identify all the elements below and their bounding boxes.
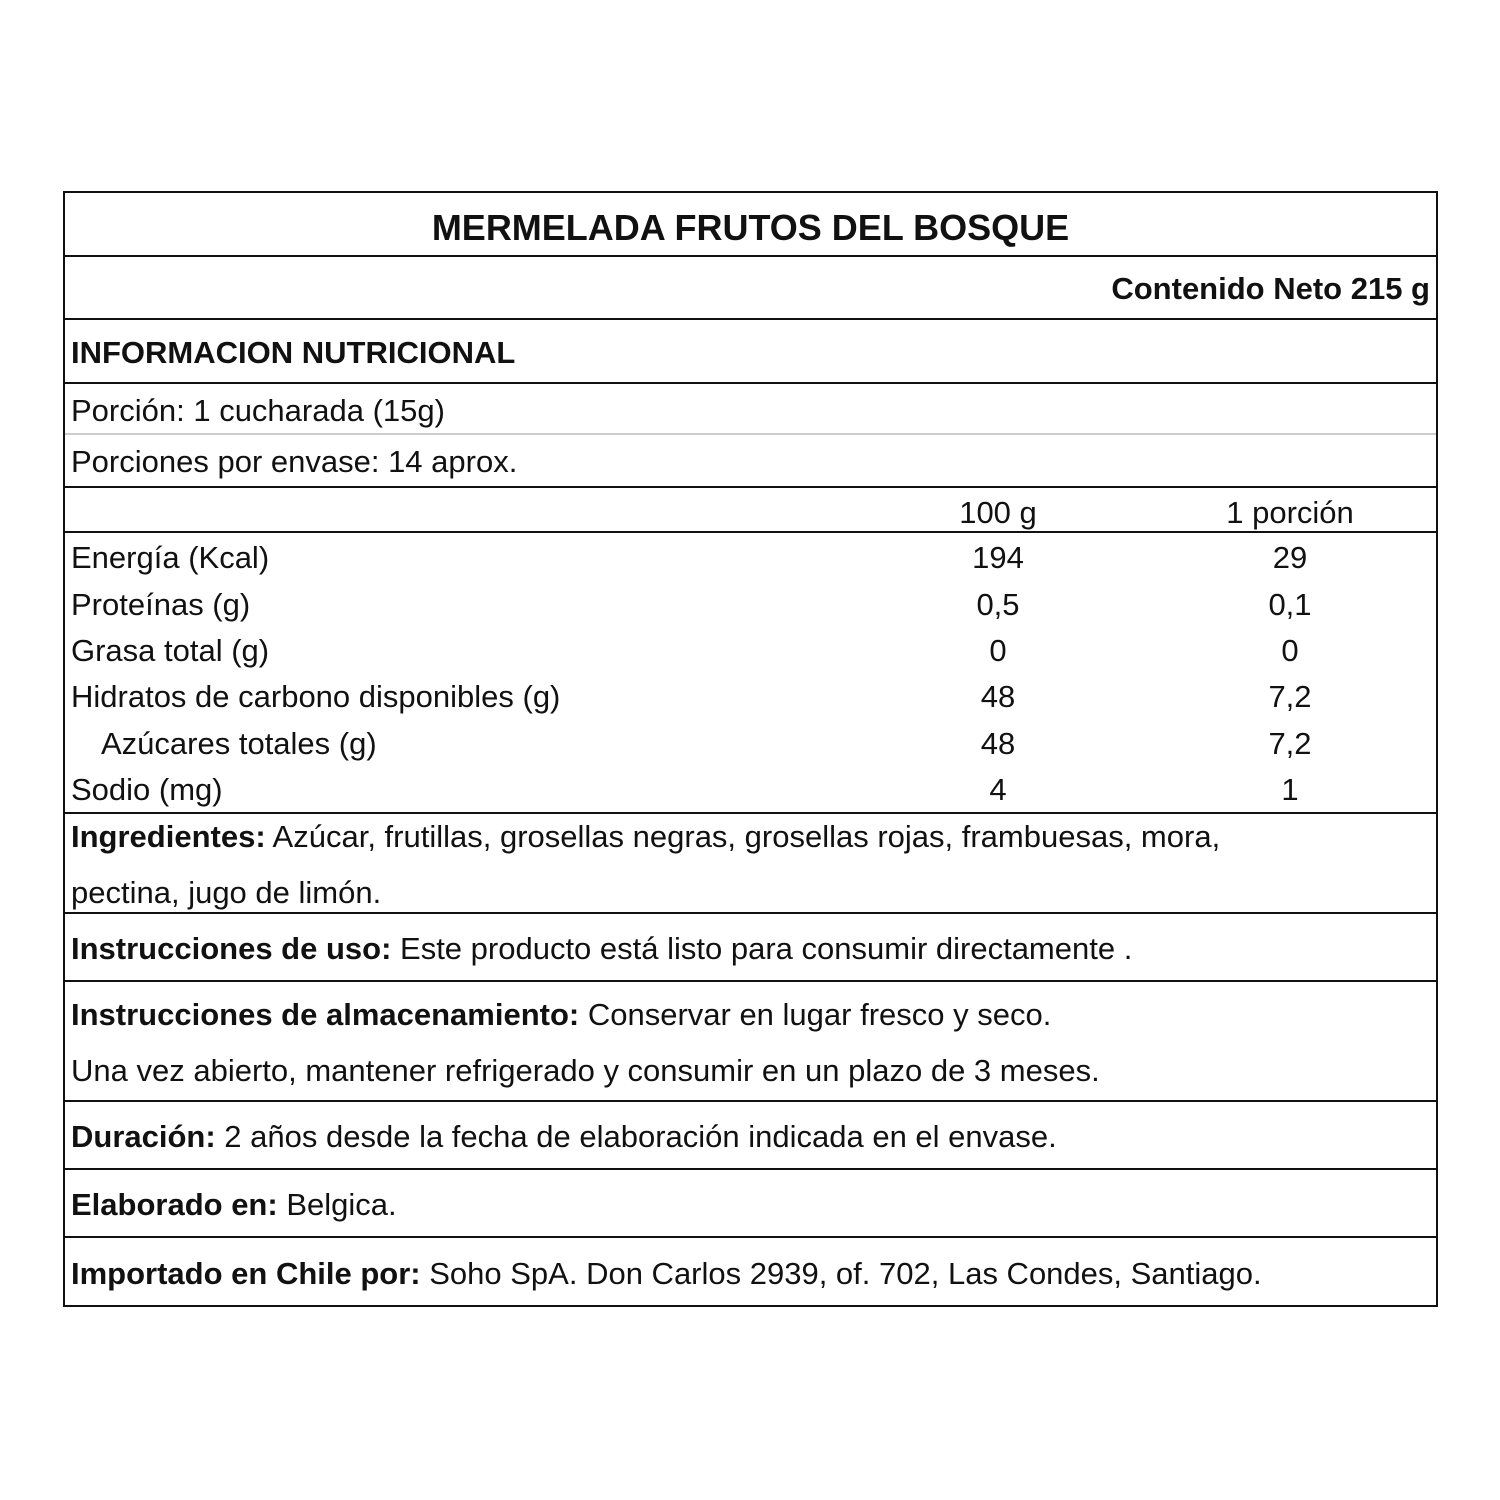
ingredients	[71, 821, 1220, 852]
divider	[65, 1236, 1436, 1238]
storage-instructions	[71, 999, 1051, 1030]
divider	[65, 486, 1436, 488]
importer-text: Soho SpA. Don Carlos 2939, of. 702, Las Condes, Santiago.	[420, 1256, 1262, 1291]
ingredients-text: Azúcar, frutillas, grosellas negras, grosellas rojas, frambuesas, mora,	[265, 819, 1221, 854]
nutrient-per100: 0	[989, 633, 1007, 668]
usage-text: Este producto está listo para consumir directamente .	[391, 931, 1133, 966]
usage-instructions	[71, 933, 1132, 964]
nutrient-per100: 48	[980, 679, 1016, 714]
nutrition-label	[63, 191, 1438, 1307]
origin	[71, 1189, 397, 1220]
divider	[65, 318, 1436, 320]
importer-label: Importado en Chile por:	[71, 1256, 421, 1291]
divider	[65, 433, 1436, 435]
nutrient-per-portion: 1	[1281, 772, 1299, 807]
nutrient-per-portion: 0,1	[1268, 587, 1312, 622]
duration-text: 2 años desde la fecha de elaboración indicada en el envase.	[215, 1119, 1057, 1154]
net-content: Contenido Neto 215 g	[1111, 271, 1430, 306]
divider	[65, 1168, 1436, 1170]
usage-label: Instrucciones de uso:	[71, 931, 392, 966]
divider	[65, 531, 1436, 533]
storage-label: Instrucciones de almacenamiento:	[71, 997, 580, 1032]
nutrient-name: Grasa total (g)	[71, 633, 270, 668]
origin-text: Belgica.	[277, 1187, 397, 1222]
product-title: MERMELADA FRUTOS DEL BOSQUE	[431, 207, 1070, 248]
nutrient-per-portion: 29	[1272, 540, 1308, 575]
nutrient-name: Hidratos de carbono disponibles (g)	[71, 679, 561, 714]
origin-label: Elaborado en:	[71, 1187, 278, 1222]
nutrient-name: Energía (Kcal)	[71, 540, 270, 575]
importer	[71, 1258, 1262, 1289]
divider	[65, 980, 1436, 982]
divider	[65, 255, 1436, 257]
divider	[65, 1100, 1436, 1102]
divider	[65, 912, 1436, 914]
nutrient-per100: 194	[972, 540, 1024, 575]
nutrient-name: Proteínas (g)	[71, 587, 251, 622]
nutrient-per100: 4	[989, 772, 1007, 807]
ingredients-label: Ingredientes:	[71, 819, 266, 854]
duration	[71, 1121, 1057, 1152]
nutrient-name: Azúcares totales (g)	[101, 726, 377, 761]
nutrient-per-portion: 7,2	[1268, 726, 1312, 761]
portion-size: Porción: 1 cucharada (15g)	[71, 393, 445, 428]
nutrient-per-portion: 7,2	[1268, 679, 1312, 714]
section-title: INFORMACION NUTRICIONAL	[71, 335, 516, 370]
storage-text-line2: Una vez abierto, mantener refrigerado y consumir en un plazo de 3 meses.	[71, 1053, 1100, 1088]
column-header-portion: 1 porción	[1226, 495, 1354, 530]
storage-text: Conservar en lugar fresco y seco.	[579, 997, 1052, 1032]
nutrient-per-portion: 0	[1281, 633, 1299, 668]
portions-per-container: Porciones por envase: 14 aprox.	[71, 444, 518, 479]
nutrient-per100: 0,5	[976, 587, 1020, 622]
divider	[65, 382, 1436, 384]
nutrient-name: Sodio (mg)	[71, 772, 223, 807]
nutrient-per100: 48	[980, 726, 1016, 761]
duration-label: Duración:	[71, 1119, 216, 1154]
column-header-100g: 100 g	[959, 495, 1037, 530]
divider	[65, 812, 1436, 814]
ingredients-text-line2: pectina, jugo de limón.	[71, 875, 382, 910]
